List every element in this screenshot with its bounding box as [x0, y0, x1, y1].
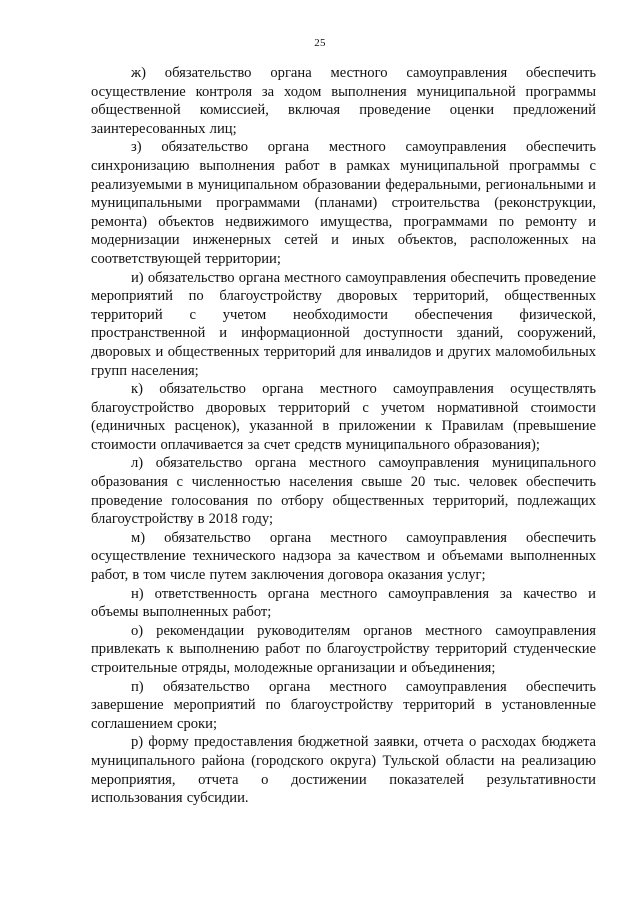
paragraph-m: м) обязательство органа местного самоуправления обеспечить осуществление технического надзора за качеством и объемами выполненных работ, в том числе путем заключения договора оказания услуг;: [91, 529, 596, 584]
paragraph-i: и) обязательство органа местного самоуправления обеспечить проведение мероприятий по благоустройству дворовых территорий, общественных территорий с учетом необходимости обеспечения физической, пространственной и информационной доступности зданий, сооружений, дворовых и общественных территорий для инвалидов и других маломобильных групп населения;: [91, 269, 596, 379]
paragraph-o: о) рекомендации руководителям органов местного самоуправления привлекать к выполнению работ по благоустройству территорий студенческие строительные отряды, молодежные организации и объединения;: [91, 622, 596, 676]
paragraph-p: п) обязательство органа местного самоуправления обеспечить завершение мероприятий по благоустройству территорий в установленные соглашением сроки;: [91, 678, 596, 732]
paragraph-r: р) форму предоставления бюджетной заявки, отчета о расходах бюджета муниципального района (городского округа) Тульской области на реализацию мероприятия, отчета о достижении показателей результативности использования субсидии.: [91, 734, 596, 807]
paragraph-zh: ж) обязательство органа местного самоуправления обеспечить осуществление контроля за ходом выполнения муниципальной программы общественной комиссией, включая проведение оценки предложений заинтересованных лиц;: [91, 65, 596, 137]
paragraph-z: з) обязательство органа местного самоуправления обеспечить синхронизацию выполнения работ в рамках муниципальной программы с реализуемыми в муниципальном образовании федеральными, региональными и муниципальными программами (планами) строительства (реконструкции, ремонта) объектов недвижимого имущества, программами по ремонту и модернизации инженерных сетей и иных объектов, расположенных на соответствующей территории;: [91, 139, 596, 267]
paragraph-k: к) обязательство органа местного самоуправления осуществлять благоустройство дворовых территорий с учетом нормативной стоимости (единичных расценок), указанной в приложении к Правилам (превышение стоимости оплачивается за счет средств муниципального образования);: [91, 381, 596, 453]
document-body: [91, 64, 596, 808]
paragraph-n: н) ответственность органа местного самоуправления за качество и объемы выполненных работ;: [91, 585, 596, 621]
paragraph-l: л) обязательство органа местного самоуправления муниципального образования с численностью населения свыше 20 тыс. человек обеспечить проведение голосования по отбору общественных территорий, подлежащих благоустройству в 2018 году;: [91, 455, 596, 528]
page-number: 25: [314, 37, 326, 49]
